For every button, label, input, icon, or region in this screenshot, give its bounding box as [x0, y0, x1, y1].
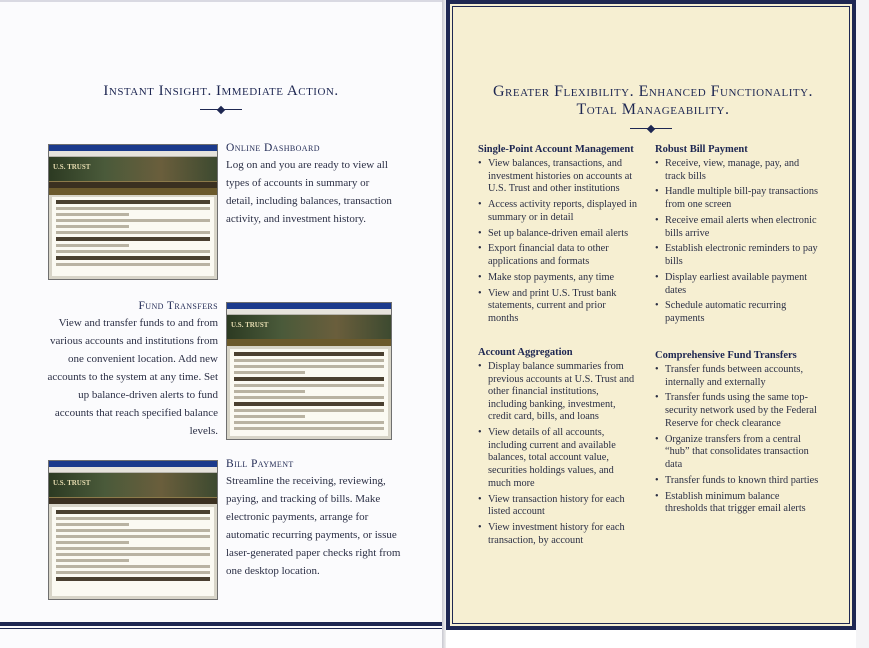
list-item: • Display balance summaries from previous accounts at U.S. Trust and other financial institutions, including banking, investment, credit card, bills, and loans [478, 361, 638, 424]
list-item: • Set up balance-driven email alerts [478, 228, 638, 241]
screenshot-logo: U.S. TRUST [53, 479, 91, 487]
robust-bill-payment-list [655, 158, 820, 329]
top-rule [0, 0, 442, 2]
fund-transfers-title: Fund Transfers [138, 300, 218, 312]
list-item: • Make stop payments, any time [478, 272, 638, 285]
right-heading-ornament [630, 126, 672, 132]
list-item: • View details of all accounts, including current and available balances, total account value, securities holdings values, and much more [478, 427, 638, 490]
fund-transfers-text: View and transfer funds to and from various accounts and institutions from one convenient location. Add new accounts to the system at any time. Set up balance-driven alerts to fund accounts that reach specified balance levels. [47, 317, 218, 437]
list-item: • View transaction history for each listed account [478, 494, 638, 519]
bottom-rule [0, 622, 442, 626]
online-dashboard-title: Online Dashboard [226, 142, 320, 154]
list-item: • Establish minimum balance thresholds that trigger email alerts [655, 491, 820, 516]
list-item: • View balances, transactions, and investment histories on accounts at U.S. Trust and other institutions [478, 158, 638, 196]
list-item: • Transfer funds to known third parties [655, 475, 820, 488]
screenshot-logo: U.S. TRUST [231, 321, 269, 329]
single-point-account-management-list [478, 158, 638, 329]
screenshot-logo: U.S. TRUST [53, 163, 91, 171]
bill-payment-text: Streamline the receiving, reviewing, paying, and tracking of bills. Make electronic payments, arrange for automatic recurring payments, or issue laser-generated paper checks right from one desktop location. [226, 475, 401, 577]
bill-payment-title: Bill Payment [226, 458, 294, 470]
list-item: • Receive email alerts when electronic bills arrive [655, 215, 820, 240]
list-item: • View investment history for each transaction, by account [478, 522, 638, 547]
list-item: • Transfer funds using the same top-security network used by the Federal Reserve for check clearance [655, 392, 820, 430]
bill-payment-screenshot [48, 460, 218, 600]
comprehensive-fund-transfers-list [655, 364, 820, 519]
list-item: • Establish electronic reminders to pay bills [655, 243, 820, 268]
list-item: • Display earliest available payment dates [655, 272, 820, 297]
list-item: • Transfer funds between accounts, internally and externally [655, 364, 820, 389]
fund-transfers-screenshot [226, 302, 392, 440]
left-heading: Instant Insight. Immediate Action. [103, 83, 339, 99]
online-dashboard-text: Log on and you are ready to view all types of accounts in summary or detail, including balances, transaction activity, and investment history. [226, 159, 392, 225]
account-aggregation-list [478, 361, 638, 551]
list-item: • Receive, view, manage, pay, and track bills [655, 158, 820, 183]
online-dashboard-screenshot [48, 144, 218, 280]
list-item: • Organize transfers from a central “hub” that consolidates transaction data [655, 434, 820, 472]
single-point-account-management-title: Single-Point Account Management [478, 144, 634, 155]
left-heading-ornament [200, 107, 242, 113]
comprehensive-fund-transfers-title: Comprehensive Fund Transfers [655, 350, 797, 361]
account-aggregation-title: Account Aggregation [478, 347, 573, 358]
right-page [446, 0, 856, 630]
right-heading-line1: Greater Flexibility. Enhanced Functionality. [492, 83, 814, 100]
list-item: • View and print U.S. Trust bank statements, current and prior months [478, 288, 638, 326]
right-page-edge [856, 0, 869, 648]
list-item: • Export financial data to other applications and formats [478, 243, 638, 268]
list-item: • Access activity reports, displayed in summary or in detail [478, 199, 638, 224]
right-heading-line2: Total Manageability. [576, 101, 730, 118]
bottom-rule-thin [0, 628, 442, 629]
list-item: • Schedule automatic recurring payments [655, 300, 820, 325]
list-item: • Handle multiple bill-pay transactions from one screen [655, 186, 820, 211]
robust-bill-payment-title: Robust Bill Payment [655, 144, 748, 155]
